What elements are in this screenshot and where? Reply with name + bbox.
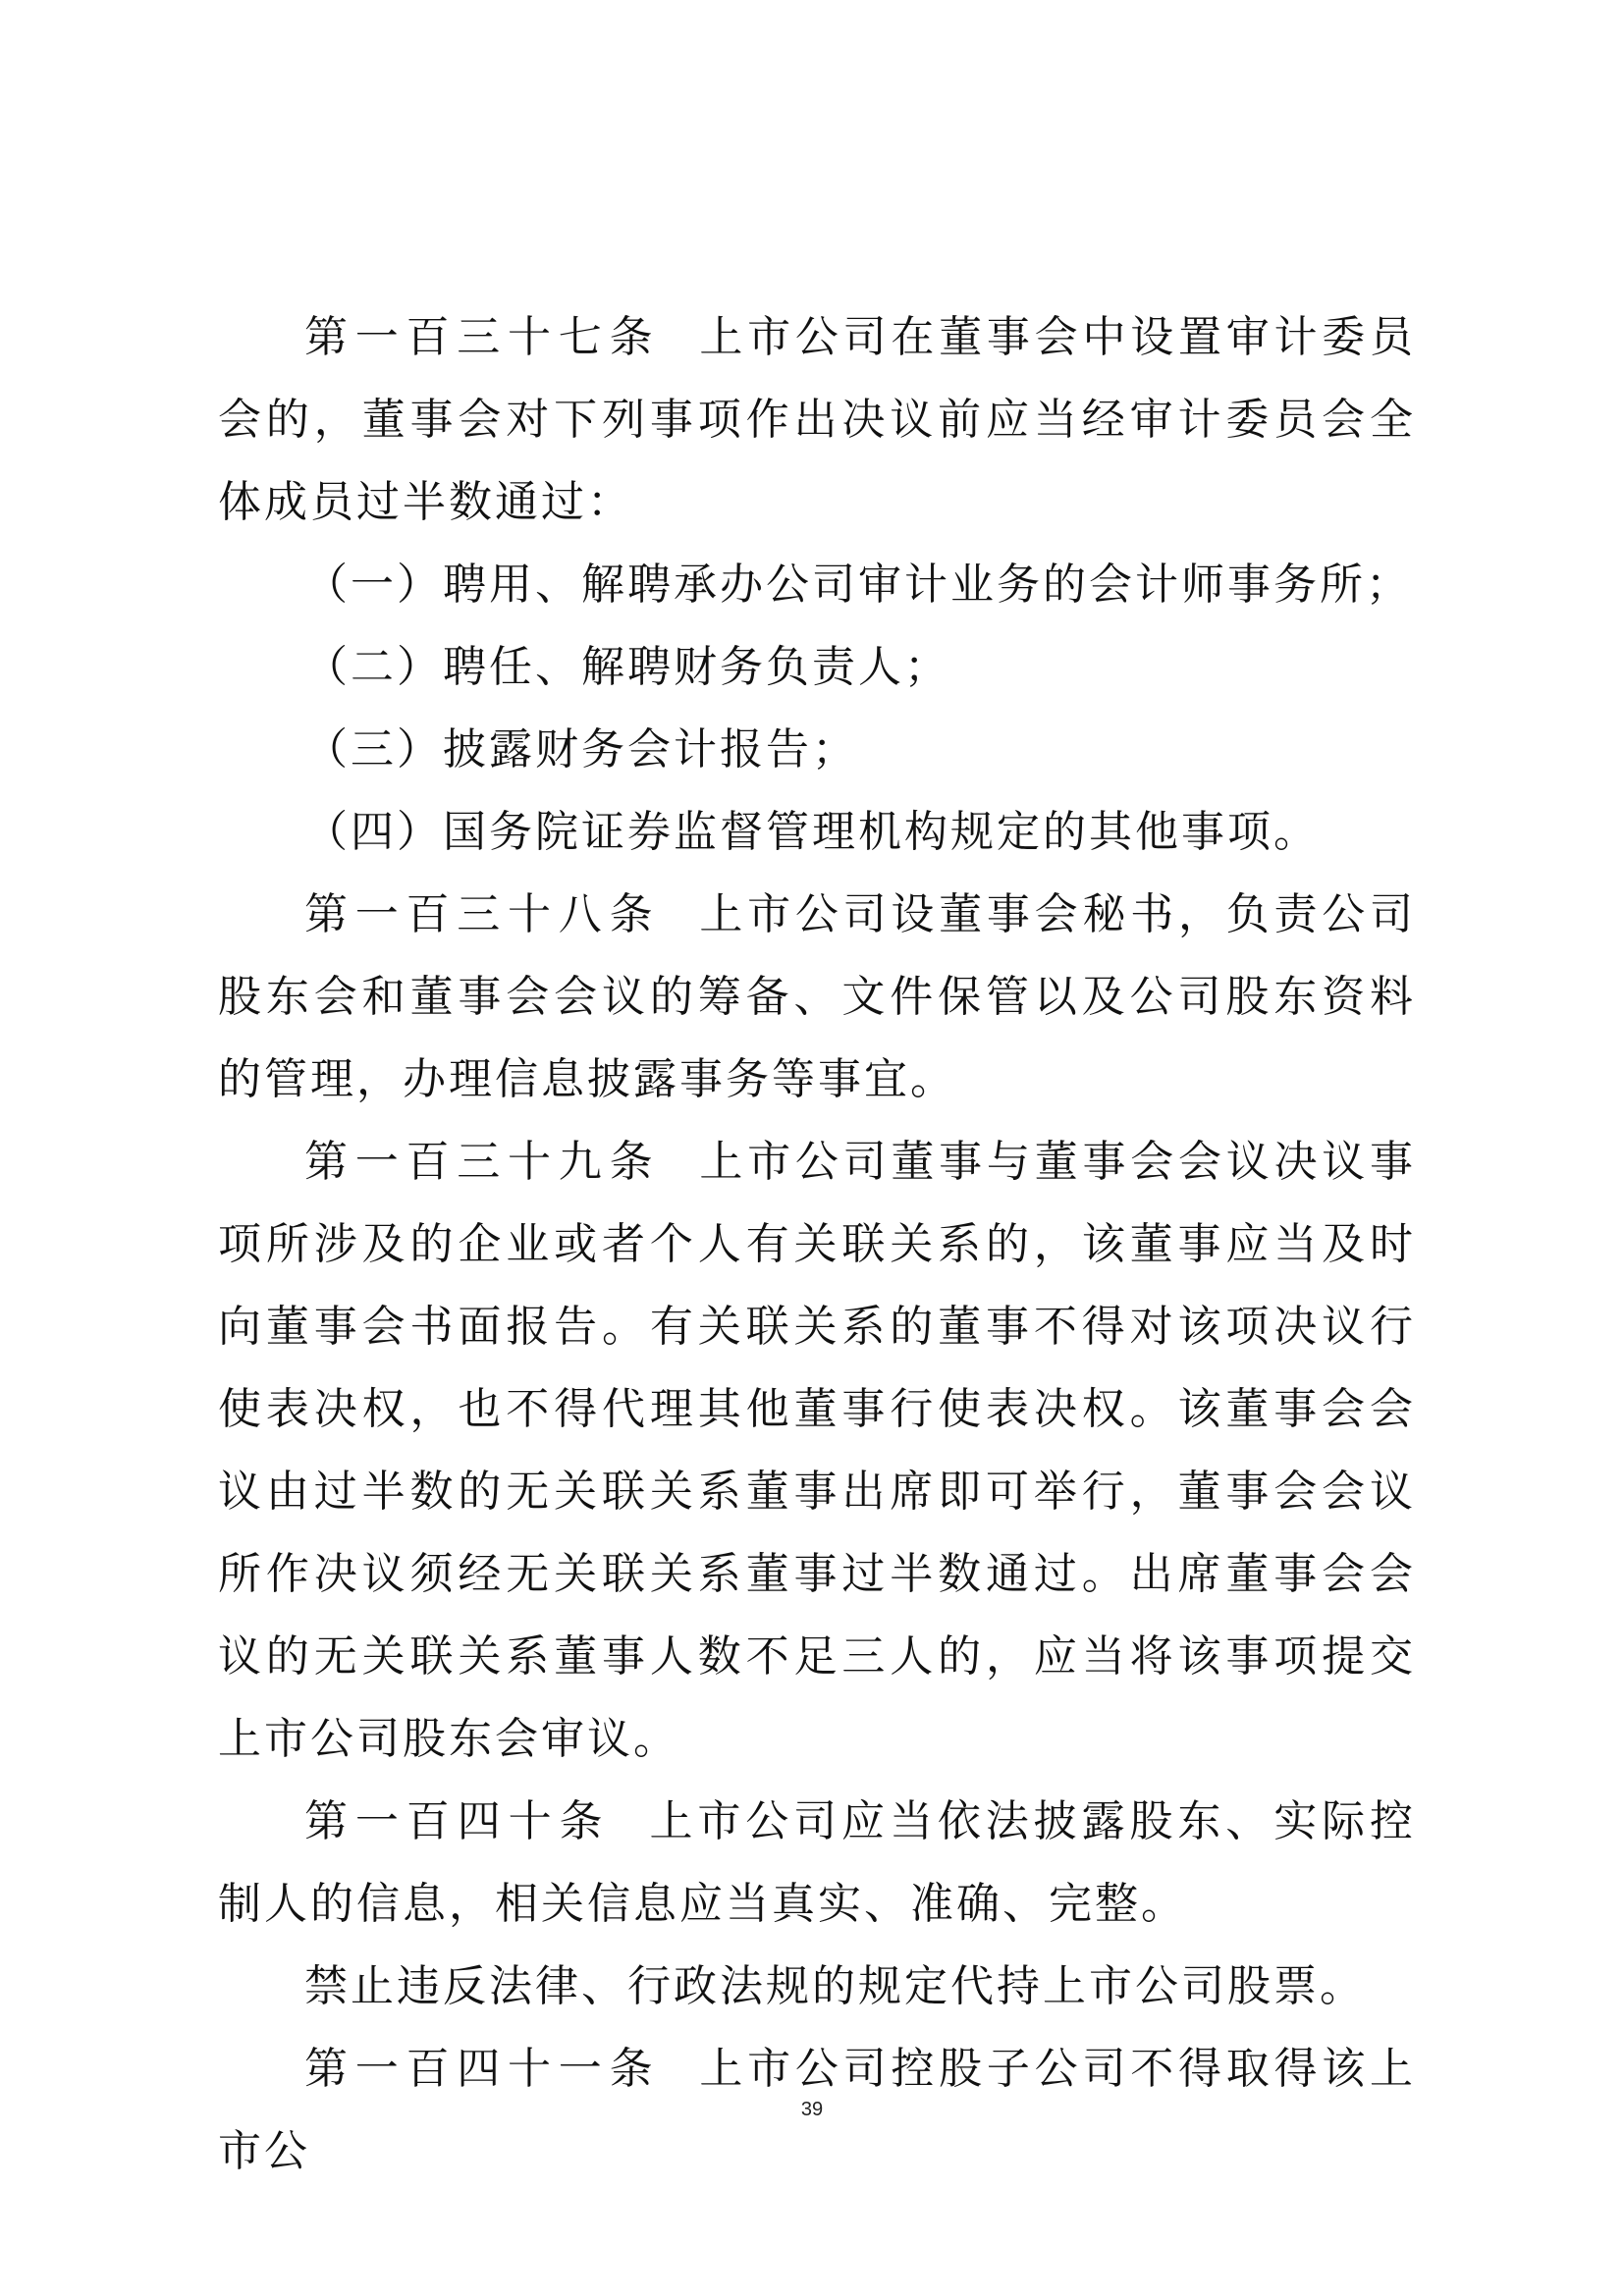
article-number: 第一百四十一条 [304,2044,661,2094]
list-item-text: （一）聘用、解聘承办公司审计业务的会计师事务所； [304,560,1412,610]
list-item-2 [218,626,1416,709]
page-number: 39 [800,2099,824,2120]
list-item-3 [218,709,1416,791]
paragraph-article-140 [218,1781,1416,1946]
article-text: 上市公司控股子公司不得取得该上市公 [218,2044,1417,2176]
article-text: 上市公司董事与董事会会议决议事项所涉及的企业或者个人有关联关系的，该董事应当及时向董事会书面报告。有关联关系的董事不得对该项决议行使表决权，也不得代理其他董事行使表决权。该董事会会议由过半数的无关联关系董事出席即可举行，董事会会议所作决议须经无关联关系董事过半数通过。出席董事会会议的无关联关系董事人数不足三人的，应当将该事项提交上市公司股东会审议。 [218,1137,1417,1764]
list-item-1 [218,544,1416,626]
paragraph-text: 禁止违反法律、行政法规的规定代持上市公司股票。 [304,1961,1366,2011]
article-number: 第一百三十七条 [304,312,661,362]
article-number: 第一百四十条 [304,1796,611,1846]
paragraph-article-138 [218,874,1416,1121]
list-item-text: （三）披露财务会计报告； [304,724,858,774]
article-text: 上市公司应当依法披露股东、实际控制人的信息，相关信息应当真实、准确、完整。 [218,1796,1417,1929]
document-body [218,296,1416,2193]
paragraph-prohibition [218,1946,1416,2028]
list-item-text: （四）国务院证券监督管理机构规定的其他事项。 [304,807,1320,857]
article-text: 上市公司在董事会中设置审计委员会的，董事会对下列事项作出决议前应当经审计委员会全体成员过半数通过： [218,312,1417,527]
list-item-4 [218,791,1416,874]
article-number: 第一百三十八条 [304,889,661,939]
article-number: 第一百三十九条 [304,1137,661,1187]
list-item-text: （二）聘任、解聘财务负责人； [304,642,950,692]
paragraph-article-137 [218,296,1416,544]
article-text: 上市公司设董事会秘书，负责公司股东会和董事会会议的筹备、文件保管以及公司股东资料的管理，办理信息披露事务等事宜。 [218,889,1417,1104]
paragraph-article-139 [218,1121,1416,1781]
